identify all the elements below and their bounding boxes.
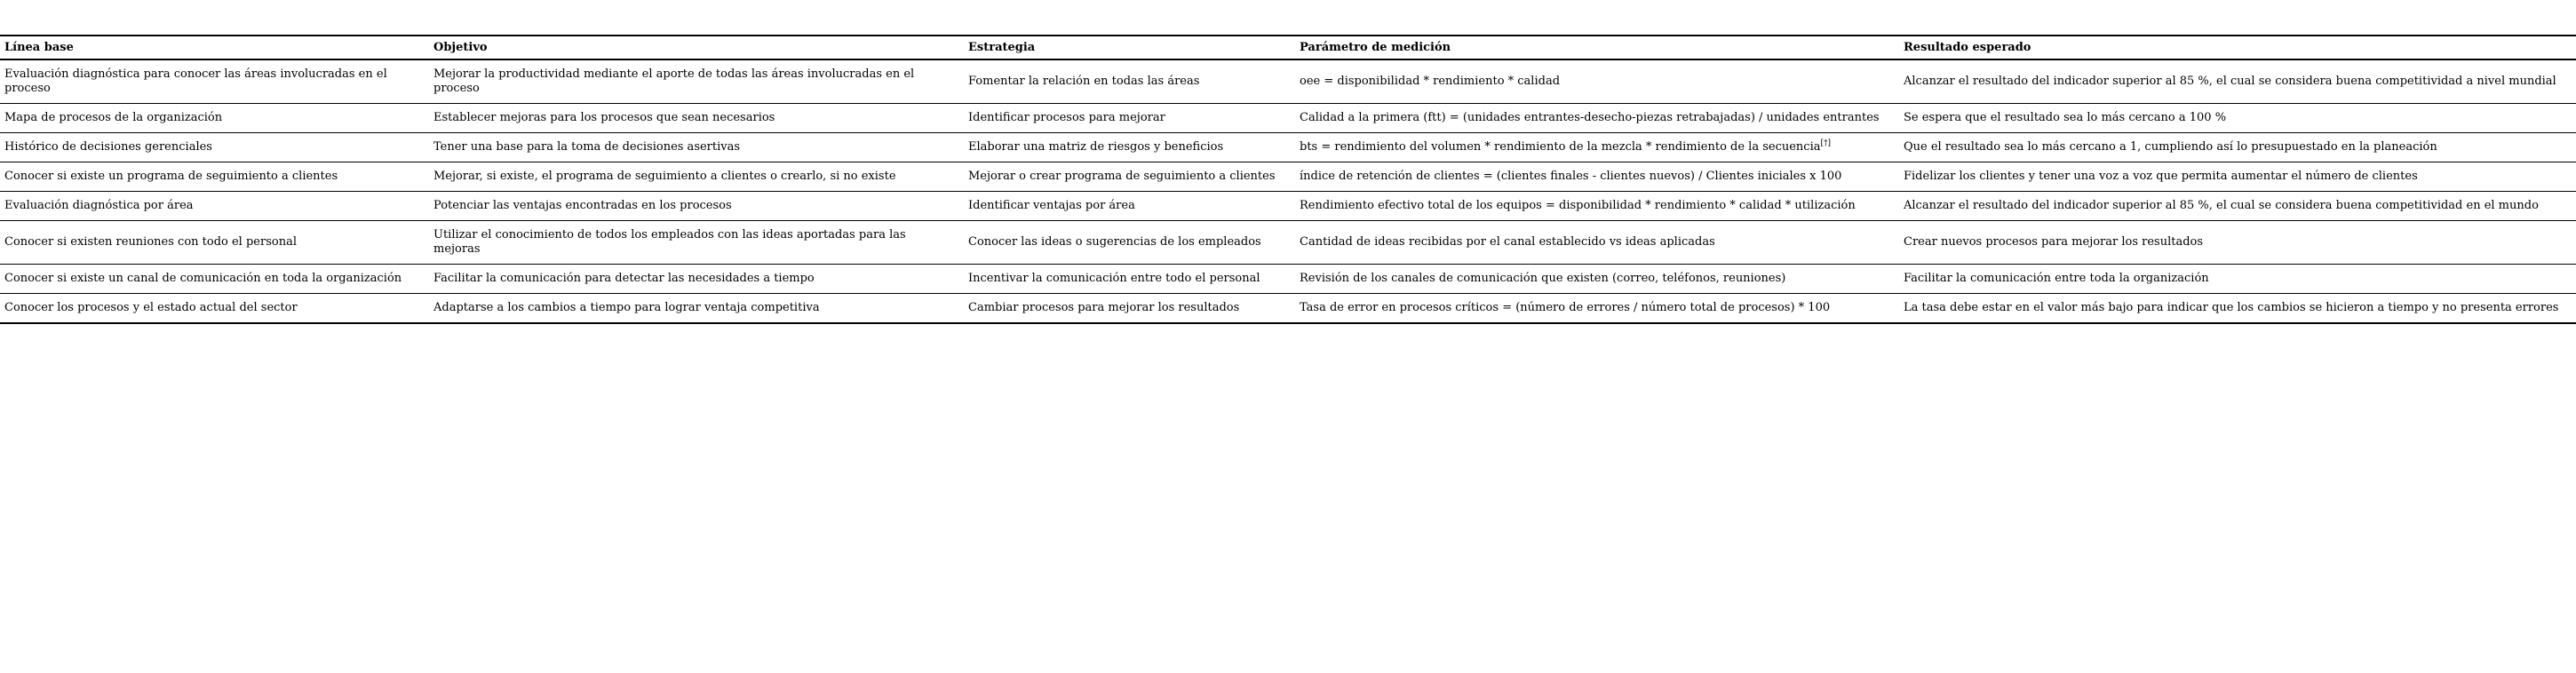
cell-text: Conocer los procesos y el estado actual del sector [4,301,298,314]
table-cell [1295,294,1899,324]
column-header-label: Línea base [4,41,74,54]
cell-text: Identificar ventajas por área [968,199,1135,212]
cell-text: Mapa de procesos de la organización [4,111,223,124]
cell-text: Conocer si existe un programa de seguimiento a clientes [4,170,338,183]
cell-text: Tener una base para la toma de decisiones asertivas [433,140,741,154]
table-cell [1899,162,2576,192]
column-header-estrategia [964,36,1295,59]
cell-text: La tasa debe estar en el valor más bajo para indicar que los cambios se hicieron a tiempo y no presenta errores [1904,301,2559,314]
table-cell [0,162,429,192]
table-cell [1295,59,1899,104]
table-cell [0,104,429,133]
table-row [0,265,2576,294]
table-row [0,294,2576,324]
cell-text: Crear nuevos procesos para mejorar los resultados [1904,235,2204,249]
cell-text: Evaluación diagnóstica por área [4,199,194,212]
table-cell [1899,294,2576,324]
table-cell [1899,59,2576,104]
cell-text: bts = rendimiento del volumen * rendimiento de la mezcla * rendimiento de la secuencia [1300,140,1821,154]
planning-table [0,35,2576,324]
cell-text: Elaborar una matriz de riesgos y beneficios [968,140,1224,154]
table-cell [429,162,964,192]
table-row [0,162,2576,192]
table-cell [429,133,964,162]
cell-text: Alcanzar el resultado del indicador superior al 85 %, el cual se considera buena competitividad en el mundo [1904,199,2539,212]
cell-text: oee = disponibilidad * rendimiento * calidad [1300,75,1561,88]
cell-text: Rendimiento efectivo total de los equipos = disponibilidad * rendimiento * calidad * utilización [1300,199,1856,212]
table-cell [964,192,1295,221]
column-header-linea-base [0,36,429,59]
table-cell [0,265,429,294]
table-row [0,192,2576,221]
table-cell [1899,221,2576,265]
table-cell [1295,104,1899,133]
column-header-label: Objetivo [433,41,488,54]
cell-text: Histórico de decisiones gerenciales [4,140,212,154]
cell-text: Mejorar la productividad mediante el aporte de todas las áreas involucradas en el proceso [433,67,915,95]
cell-text: Conocer si existen reuniones con todo el personal [4,235,297,249]
cell-text: Utilizar el conocimiento de todos los empleados con las ideas aportadas para las mejoras [433,228,906,256]
table-cell [964,59,1295,104]
cell-text: Evaluación diagnóstica para conocer las áreas involucradas en el proceso [4,67,387,95]
table-cell [429,294,964,324]
table-cell [964,162,1295,192]
table-cell [0,59,429,104]
table-cell [1295,192,1899,221]
table-cell [964,221,1295,265]
column-header-label: Parámetro de medición [1300,41,1451,54]
cell-text: Establecer mejoras para los procesos que sean necesarios [433,111,775,124]
table-cell [1295,221,1899,265]
column-header-label: Resultado esperado [1904,41,2031,54]
column-header-objetivo [429,36,964,59]
table-cell [964,104,1295,133]
table-cell [964,133,1295,162]
cell-text: Fomentar la relación en todas las áreas [968,75,1200,88]
footnote-marker: [†] [1820,139,1832,148]
column-header-label: Estrategia [968,41,1036,54]
table-row [0,104,2576,133]
table-cell [429,104,964,133]
cell-text: Tasa de error en procesos críticos = (número de errores / número total de procesos) * 100 [1300,301,1831,314]
cell-text: Mejorar, si existe, el programa de seguimiento a clientes o crearlo, si no existe [433,170,896,183]
cell-text: Facilitar la comunicación para detectar las necesidades a tiempo [433,272,815,285]
cell-text: Revisión de los canales de comunicación que existen (correo, teléfonos, reuniones) [1300,272,1786,285]
table-row [0,133,2576,162]
column-header-parametro-de-medicion [1295,36,1899,59]
cell-text: Adaptarse a los cambios a tiempo para lograr ventaja competitiva [433,301,820,314]
cell-text: Conocer las ideas o sugerencias de los empleados [968,235,1261,249]
cell-text: Alcanzar el resultado del indicador superior al 85 %, el cual se considera buena competitividad a nivel mundial [1904,75,2556,88]
table-cell [1295,265,1899,294]
table-cell [0,221,429,265]
table-body [0,59,2576,323]
table-cell [1899,133,2576,162]
table-row [0,221,2576,265]
table-cell [429,59,964,104]
cell-text: Se espera que el resultado sea lo más cercano a 100 % [1904,111,2227,124]
cell-text: Facilitar la comunicación entre toda la organización [1904,272,2209,285]
cell-text: Identificar procesos para mejorar [968,111,1165,124]
table-cell [1899,104,2576,133]
table-cell [429,221,964,265]
table-cell [964,265,1295,294]
table-cell [1295,162,1899,192]
cell-text: Cantidad de ideas recibidas por el canal establecido vs ideas aplicadas [1300,235,1715,249]
cell-text: Cambiar procesos para mejorar los resultados [968,301,1240,314]
cell-text: índice de retención de clientes = (clientes finales - clientes nuevos) / Clientes iniciales x 100 [1300,170,1842,183]
table-row [0,59,2576,104]
table-cell [429,192,964,221]
table-cell [429,265,964,294]
table-cell [1295,133,1899,162]
table-header [0,36,2576,59]
table-cell [0,294,429,324]
column-header-resultado-esperado [1899,36,2576,59]
table-cell [0,133,429,162]
table-cell [0,192,429,221]
cell-text: Que el resultado sea lo más cercano a 1, cumpliendo así lo presupuestado en la planeación [1904,140,2437,154]
cell-text: Calidad a la primera (ftt) = (unidades entrantes-desecho-piezas retrabajadas) / unidades entrantes [1300,111,1880,124]
cell-text: Potenciar las ventajas encontradas en los procesos [433,199,732,212]
header-row [0,36,2576,59]
cell-text: Mejorar o crear programa de seguimiento a clientes [968,170,1276,183]
table-cell [1899,265,2576,294]
cell-text: Fidelizar los clientes y tener una voz a voz que permita aumentar el número de clientes [1904,170,2418,183]
table-cell [964,294,1295,324]
table-cell [1899,192,2576,221]
cell-text: Incentivar la comunicación entre todo el personal [968,272,1260,285]
cell-text: Conocer si existe un canal de comunicación en toda la organización [4,272,402,285]
